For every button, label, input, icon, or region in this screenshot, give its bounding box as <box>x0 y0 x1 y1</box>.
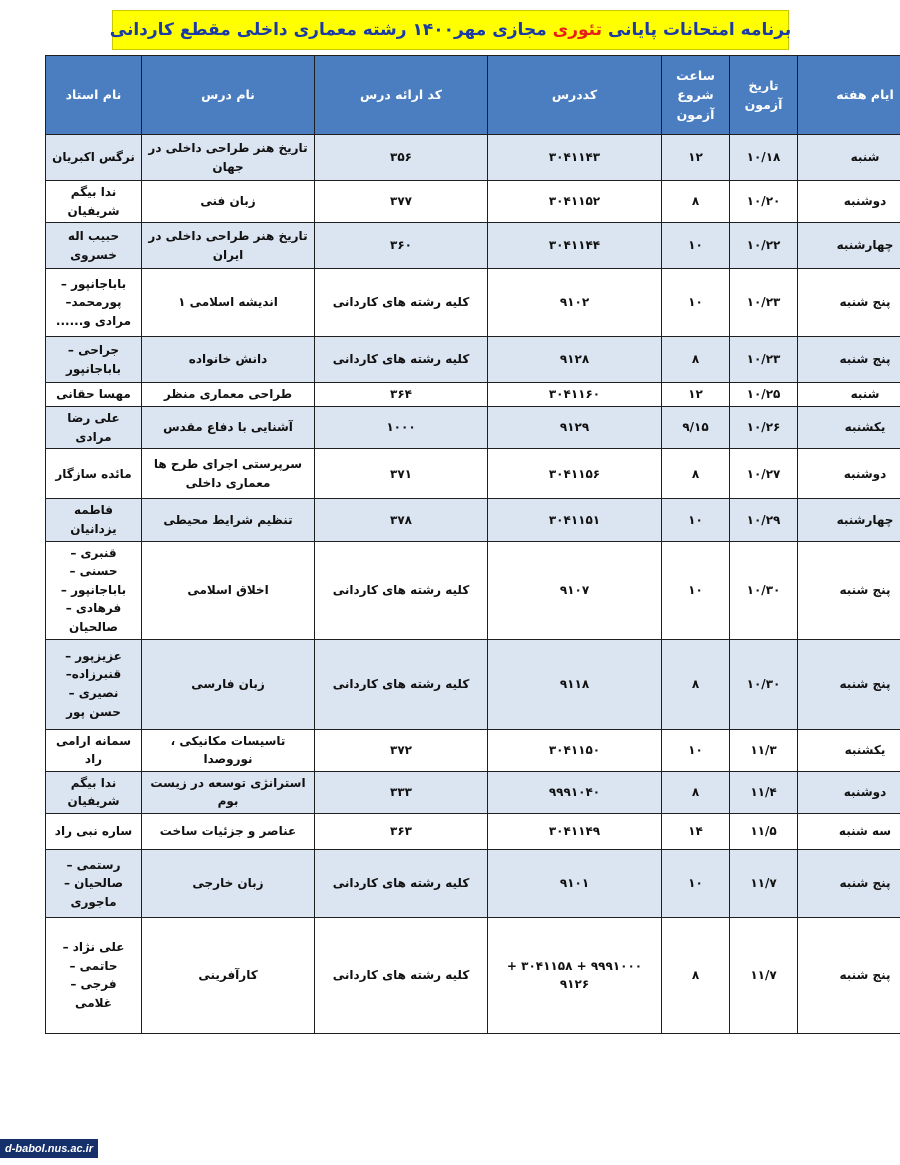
start-time-cell: ۸ <box>662 181 730 223</box>
offering-code-cell: ۳۶۰ <box>315 223 488 269</box>
col-course-code-header: کددرس <box>488 56 662 135</box>
course-name-cell: زبان فارسی <box>142 639 315 729</box>
offering-code-cell: کلیه رشته های کاردانی <box>315 541 488 639</box>
offering-code-cell: کلیه رشته های کاردانی <box>315 337 488 383</box>
table-row <box>46 771 900 813</box>
weekday-cell: شنبه <box>798 135 900 181</box>
exam-date-cell: ۱۱/۴ <box>730 771 798 813</box>
weekday-cell: پنج شنبه <box>798 337 900 383</box>
offering-code-cell: کلیه رشته های کاردانی <box>315 639 488 729</box>
instructor-cell: رستمی – صالحیان – ماجوری <box>46 849 142 917</box>
col-offering-code-header: کد ارائه درس <box>315 56 488 135</box>
exam-schedule-table <box>45 55 900 1034</box>
offering-code-cell: ۳۳۳ <box>315 771 488 813</box>
weekday-cell: شنبه <box>798 383 900 407</box>
instructor-cell: قنبری – حسنی – باباجانپور – فرهادی – صالحیان <box>46 541 142 639</box>
title-highlight: تئوری <box>552 20 603 40</box>
start-time-cell: ۱۰ <box>662 729 730 771</box>
course-code-cell: ۳۰۴۱۱۴۹ <box>488 813 662 849</box>
col-instructor-header: نام استاد <box>46 56 142 135</box>
course-code-cell: ۳۰۴۱۱۴۳ <box>488 135 662 181</box>
col-weekday-header: ایام هفته <box>798 56 900 135</box>
weekday-cell: سه شنبه <box>798 813 900 849</box>
exam-date-cell: ۱۰/۲۹ <box>730 499 798 541</box>
weekday-cell: پنج شنبه <box>798 849 900 917</box>
course-code-cell: ۹۱۲۹ <box>488 407 662 449</box>
exam-date-cell: ۱۰/۱۸ <box>730 135 798 181</box>
start-time-cell: ۱۰ <box>662 223 730 269</box>
weekday-cell: پنج شنبه <box>798 269 900 337</box>
course-name-cell: استرانژی توسعه در زیست بوم <box>142 771 315 813</box>
table-row <box>46 499 900 541</box>
weekday-cell: یکشنبه <box>798 407 900 449</box>
course-name-cell: اخلاق اسلامی <box>142 541 315 639</box>
instructor-cell: مائده سازگار <box>46 449 142 499</box>
course-code-cell: ۳۰۴۱۱۵۰ <box>488 729 662 771</box>
course-code-cell: ۳۰۴۱۱۵۱ <box>488 499 662 541</box>
weekday-cell: دوشنبه <box>798 181 900 223</box>
exam-date-cell: ۱۰/۳۰ <box>730 541 798 639</box>
exam-date-cell: ۱۱/۷ <box>730 849 798 917</box>
weekday-cell: یکشنبه <box>798 729 900 771</box>
exam-date-cell: ۱۰/۲۰ <box>730 181 798 223</box>
offering-code-cell: کلیه رشته های کاردانی <box>315 849 488 917</box>
start-time-cell: ۱۰ <box>662 541 730 639</box>
offering-code-cell: ۳۵۶ <box>315 135 488 181</box>
instructor-cell: نرگس اکبریان <box>46 135 142 181</box>
instructor-cell: حبیب اله خسروی <box>46 223 142 269</box>
start-time-cell: ۱۰ <box>662 269 730 337</box>
offering-code-cell: ۳۶۳ <box>315 813 488 849</box>
course-code-cell: ۳۰۴۱۱۶۰ <box>488 383 662 407</box>
instructor-cell: علی رضا مرادی <box>46 407 142 449</box>
start-time-cell: ۹/۱۵ <box>662 407 730 449</box>
course-name-cell: زبان خارجی <box>142 849 315 917</box>
exam-date-cell: ۱۰/۳۰ <box>730 639 798 729</box>
weekday-cell: چهارشنبه <box>798 499 900 541</box>
exam-date-cell: ۱۰/۲۵ <box>730 383 798 407</box>
course-name-cell: زبان فنی <box>142 181 315 223</box>
weekday-cell: پنج شنبه <box>798 541 900 639</box>
table-row <box>46 849 900 917</box>
instructor-cell: ساره نبی راد <box>46 813 142 849</box>
start-time-cell: ۸ <box>662 449 730 499</box>
weekday-cell: چهارشنبه <box>798 223 900 269</box>
offering-code-cell: کلیه رشته های کاردانی <box>315 269 488 337</box>
instructor-cell: باباجانپور – پورمحمد– مرادی و...... <box>46 269 142 337</box>
weekday-cell: دوشنبه <box>798 771 900 813</box>
course-code-cell: ۹۱۲۸ <box>488 337 662 383</box>
start-time-cell: ۱۴ <box>662 813 730 849</box>
instructor-cell: ندا بیگم شریفیان <box>46 181 142 223</box>
course-code-cell: ۹۱۰۱ <box>488 849 662 917</box>
site-watermark: d-babol.nus.ac.ir <box>0 1139 98 1158</box>
table-row <box>46 383 900 407</box>
course-name-cell: آشنایی با دفاع مقدس <box>142 407 315 449</box>
course-name-cell: تاریخ هنر طراحی داخلی در ایران <box>142 223 315 269</box>
exam-date-cell: ۱۰/۲۶ <box>730 407 798 449</box>
instructor-cell: مهسا حقانی <box>46 383 142 407</box>
course-code-cell: ۹۱۱۸ <box>488 639 662 729</box>
table-row <box>46 181 900 223</box>
weekday-cell: پنج شنبه <box>798 917 900 1033</box>
course-name-cell: کارآفرینی <box>142 917 315 1033</box>
start-time-cell: ۱۰ <box>662 499 730 541</box>
course-name-cell: عناصر و جزئیات ساخت <box>142 813 315 849</box>
start-time-cell: ۸ <box>662 639 730 729</box>
table-row <box>46 223 900 269</box>
exam-date-cell: ۱۰/۲۳ <box>730 337 798 383</box>
table-row <box>46 639 900 729</box>
course-code-cell: ۳۰۴۱۱۵۲ <box>488 181 662 223</box>
table-row <box>46 449 900 499</box>
offering-code-cell: کلیه رشته های کاردانی <box>315 917 488 1033</box>
offering-code-cell: ۳۷۸ <box>315 499 488 541</box>
col-exam-date-header: تاریخ آزمون <box>730 56 798 135</box>
start-time-cell: ۸ <box>662 337 730 383</box>
course-name-cell: تاسیسات مکانیکی ، نوروصدا <box>142 729 315 771</box>
weekday-cell: دوشنبه <box>798 449 900 499</box>
course-code-cell: ۳۰۴۱۱۴۴ <box>488 223 662 269</box>
table-row <box>46 269 900 337</box>
start-time-cell: ۱۲ <box>662 383 730 407</box>
instructor-cell: عزیزپور – قنبرزاده– نصیری – حسن پور <box>46 639 142 729</box>
start-time-cell: ۸ <box>662 771 730 813</box>
table-row <box>46 813 900 849</box>
page-title <box>109 10 792 50</box>
table-row <box>46 541 900 639</box>
course-name-cell: تاریخ هنر طراحی داخلی در جهان <box>142 135 315 181</box>
exam-date-cell: ۱۱/۵ <box>730 813 798 849</box>
course-code-cell: ۹۹۹۱۰۰۰ + ۳۰۴۱۱۵۸ + ۹۱۲۶ <box>488 917 662 1033</box>
course-name-cell: سرپرستی اجرای طرح ها معماری داخلی <box>142 449 315 499</box>
instructor-cell: سمانه ارامی راد <box>46 729 142 771</box>
course-code-cell: ۹۱۰۲ <box>488 269 662 337</box>
weekday-cell: پنج شنبه <box>798 639 900 729</box>
header-row <box>46 56 900 135</box>
title-part-1: برنامه امتحانات پایانی <box>607 20 792 40</box>
exam-date-cell: ۱۰/۲۷ <box>730 449 798 499</box>
table-body <box>46 135 900 1034</box>
exam-date-cell: ۱۱/۳ <box>730 729 798 771</box>
table-row <box>46 407 900 449</box>
table-row <box>46 917 900 1033</box>
course-name-cell: اندیشه اسلامی ۱ <box>142 269 315 337</box>
offering-code-cell: ۳۶۴ <box>315 383 488 407</box>
course-code-cell: ۹۱۰۷ <box>488 541 662 639</box>
col-course-name-header: نام درس <box>142 56 315 135</box>
course-code-cell: ۳۰۴۱۱۵۶ <box>488 449 662 499</box>
table-row <box>46 729 900 771</box>
instructor-cell: جراحی – باباجانپور <box>46 337 142 383</box>
instructor-cell: علی نژاد – حاتمی – فرجی – غلامی <box>46 917 142 1033</box>
instructor-cell: فاطمه یزدانیان <box>46 499 142 541</box>
exam-date-cell: ۱۰/۲۲ <box>730 223 798 269</box>
start-time-cell: ۱۲ <box>662 135 730 181</box>
col-start-time-header: ساعت شروع آزمون <box>662 56 730 135</box>
start-time-cell: ۸ <box>662 917 730 1033</box>
title-part-2: مجازی مهر۱۴۰۰ رشته معماری داخلی مقطع کاردانی <box>109 20 547 40</box>
course-name-cell: طراحی معماری منظر <box>142 383 315 407</box>
exam-date-cell: ۱۱/۷ <box>730 917 798 1033</box>
exam-date-cell: ۱۰/۲۳ <box>730 269 798 337</box>
offering-code-cell: ۱۰۰۰ <box>315 407 488 449</box>
table-row <box>46 337 900 383</box>
course-name-cell: تنظیم شرایط محیطی <box>142 499 315 541</box>
course-code-cell: ۹۹۹۱۰۴۰ <box>488 771 662 813</box>
start-time-cell: ۱۰ <box>662 849 730 917</box>
instructor-cell: ندا بیگم شریفیان <box>46 771 142 813</box>
offering-code-cell: ۳۷۷ <box>315 181 488 223</box>
offering-code-cell: ۳۷۲ <box>315 729 488 771</box>
offering-code-cell: ۳۷۱ <box>315 449 488 499</box>
table-row <box>46 135 900 181</box>
course-name-cell: دانش خانواده <box>142 337 315 383</box>
